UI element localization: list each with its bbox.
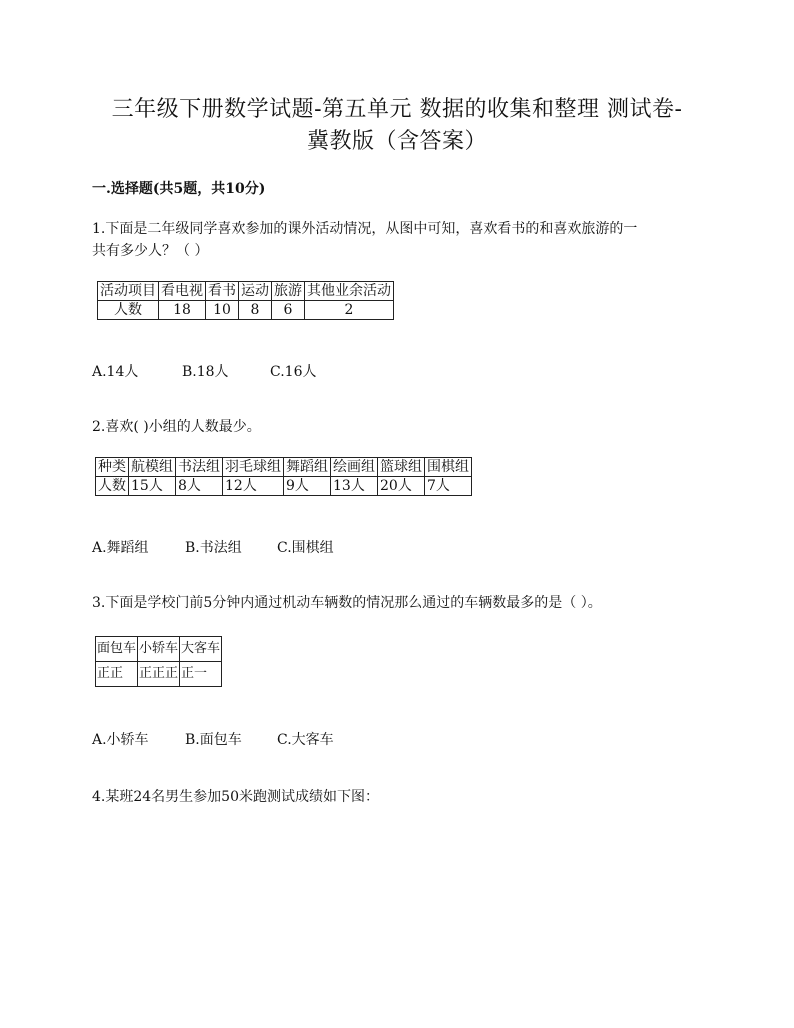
table-cell: 正一 bbox=[180, 662, 222, 687]
table-cell: 18 bbox=[159, 301, 206, 320]
table-cell: 运动 bbox=[239, 282, 272, 301]
table-cell: 舞蹈组 bbox=[284, 458, 331, 477]
document-title-line-1: 三年级下册数学试题-第五单元 数据的收集和整理 测试卷- bbox=[111, 97, 683, 122]
table-header-row bbox=[96, 637, 222, 662]
table-cell: 13人 bbox=[331, 477, 378, 496]
table-cell: 小轿车 bbox=[138, 637, 180, 662]
option-b[interactable]: B.面包车 bbox=[185, 732, 242, 748]
question-2-options bbox=[92, 537, 334, 557]
table-row bbox=[98, 301, 394, 320]
table-header-row bbox=[96, 458, 472, 477]
option-c[interactable]: C.16人 bbox=[270, 364, 317, 380]
table-cell: 15人 bbox=[129, 477, 176, 496]
table-cell: 正正正 bbox=[138, 662, 180, 687]
table-cell: 其他业余活动 bbox=[305, 282, 394, 301]
table-cell: 人数 bbox=[96, 477, 129, 496]
table-cell: 绘画组 bbox=[331, 458, 378, 477]
question-1-options bbox=[92, 361, 316, 381]
table-cell: 围棋组 bbox=[425, 458, 472, 477]
question-1-line-2: 共有多少人？（ ） bbox=[92, 243, 209, 259]
table-cell: 8 bbox=[239, 301, 272, 320]
table-cell: 羽毛球组 bbox=[223, 458, 284, 477]
option-a[interactable]: A.小轿车 bbox=[92, 732, 149, 748]
table-cell: 人数 bbox=[98, 301, 159, 320]
table-cell: 看书 bbox=[206, 282, 239, 301]
question-1-text bbox=[92, 218, 708, 262]
table-cell: 6 bbox=[272, 301, 305, 320]
table-cell: 20人 bbox=[378, 477, 425, 496]
option-a[interactable]: A.14人 bbox=[92, 364, 139, 380]
table-cell: 看电视 bbox=[159, 282, 206, 301]
option-a[interactable]: A.舞蹈组 bbox=[92, 540, 149, 556]
table-cell: 7人 bbox=[425, 477, 472, 496]
table-cell: 面包车 bbox=[96, 637, 138, 662]
table-cell: 活动项目 bbox=[98, 282, 159, 301]
question-3-table bbox=[95, 636, 222, 687]
question-3-text: 3.下面是学校门前5分钟内通过机动车辆数的情况那么通过的车辆数最多的是（ ）。 bbox=[92, 595, 602, 611]
option-b[interactable]: B.18人 bbox=[182, 364, 229, 380]
table-row bbox=[96, 662, 222, 687]
question-1-line-1: 1.下面是二年级同学喜欢参加的课外活动情况，从图中可知，喜欢看书的和喜欢旅游的一 bbox=[92, 221, 638, 237]
table-cell: 2 bbox=[305, 301, 394, 320]
table-cell: 航模组 bbox=[129, 458, 176, 477]
table-cell: 正正 bbox=[96, 662, 138, 687]
table-cell: 种类 bbox=[96, 458, 129, 477]
option-c[interactable]: C.大客车 bbox=[277, 732, 334, 748]
table-cell: 10 bbox=[206, 301, 239, 320]
question-3-options bbox=[92, 729, 334, 749]
question-4-text: 4.某班24名男生参加50米跑测试成绩如下图： bbox=[92, 789, 379, 805]
question-1-table bbox=[97, 281, 394, 320]
table-cell: 大客车 bbox=[180, 637, 222, 662]
table-row bbox=[96, 477, 472, 496]
question-2-table bbox=[95, 457, 472, 496]
table-cell: 9人 bbox=[284, 477, 331, 496]
table-cell: 篮球组 bbox=[378, 458, 425, 477]
question-2-text: 2.喜欢( )小组的人数最少。 bbox=[92, 419, 261, 435]
table-cell: 8人 bbox=[176, 477, 223, 496]
table-cell: 书法组 bbox=[176, 458, 223, 477]
option-b[interactable]: B.书法组 bbox=[185, 540, 242, 556]
table-cell: 12人 bbox=[223, 477, 284, 496]
section-heading: 一.选择题(共5题，共10分) bbox=[92, 181, 266, 197]
option-c[interactable]: C.围棋组 bbox=[277, 540, 334, 556]
document-title-line-2: 冀教版（含答案） bbox=[306, 129, 487, 154]
table-header-row bbox=[98, 282, 394, 301]
table-cell: 旅游 bbox=[272, 282, 305, 301]
